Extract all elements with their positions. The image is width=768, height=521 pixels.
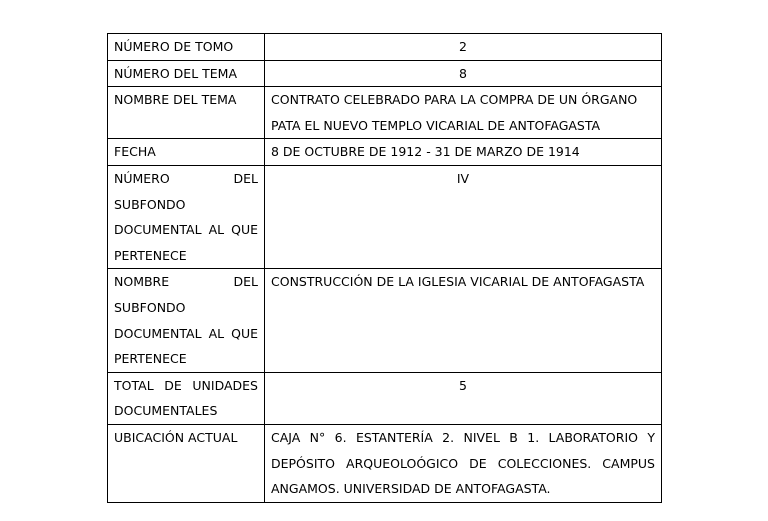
tema-numero-label: NÚMERO DEL TEMA	[108, 60, 265, 87]
row-ubicacion	[108, 424, 662, 502]
tomo-label: NÚMERO DE TOMO	[108, 34, 265, 61]
tema-nombre-value: CONTRATO CELEBRADO PARA LA COMPRA DE UN ÓRGANO PATA EL NUEVO TEMPLO VICARIAL DE ANTOFAGASTA	[265, 87, 662, 139]
tema-numero-value: 8	[265, 60, 662, 87]
subfondo-nombre-value: CONSTRUCCIÓN DE LA IGLESIA VICARIAL DE ANTOFAGASTA	[265, 269, 662, 372]
fecha-label: FECHA	[108, 139, 265, 166]
subfondo-numero-value: IV	[265, 165, 662, 268]
subfondo-numero-label: NÚMERO DEL SUBFONDO DOCUMENTAL AL QUE PERTENECE	[108, 165, 265, 268]
row-tema-nombre	[108, 87, 662, 139]
row-fecha	[108, 139, 662, 166]
unidades-label: TOTAL DE UNIDADES DOCUMENTALES	[108, 372, 265, 424]
tomo-value: 2	[265, 34, 662, 61]
archive-record-table	[107, 33, 662, 503]
ubicacion-value: CAJA N° 6. ESTANTERÍA 2. NIVEL B 1. LABORATORIO Y DEPÓSITO ARQUEOLOÓGICO DE COLECCIONES. CAMPUS ANGAMOS. UNIVERSIDAD DE ANTOFAGASTA.	[265, 424, 662, 502]
row-subfondo-nombre	[108, 269, 662, 372]
fecha-value: 8 DE OCTUBRE DE 1912 - 31 DE MARZO DE 1914	[265, 139, 662, 166]
ubicacion-label: UBICACIÓN ACTUAL	[108, 424, 265, 502]
subfondo-nombre-label: NOMBRE DEL SUBFONDO DOCUMENTAL AL QUE PERTENECE	[108, 269, 265, 372]
row-unidades	[108, 372, 662, 424]
tema-nombre-label: NOMBRE DEL TEMA	[108, 87, 265, 139]
unidades-value: 5	[265, 372, 662, 424]
row-subfondo-numero	[108, 165, 662, 268]
row-tema-numero	[108, 60, 662, 87]
row-tomo	[108, 34, 662, 61]
